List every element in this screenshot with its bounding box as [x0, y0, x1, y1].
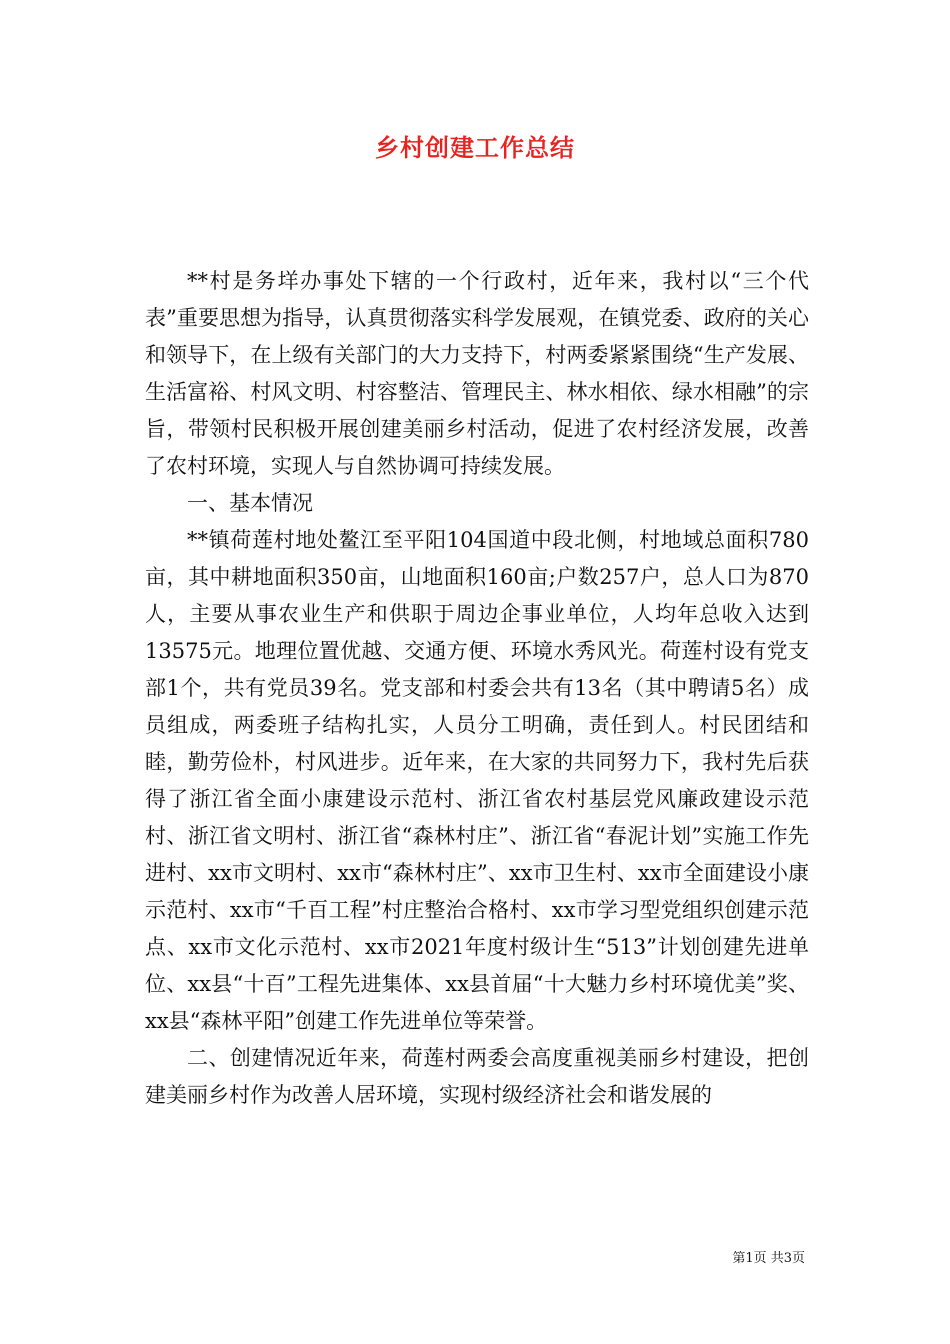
paragraph-intro: **村是务垟办事处下辖的一个行政村，近年来，我村以“三个代表”重要思想为指导，认真贯彻落实科学发展观，在镇党委、政府的关心和领导下，在上级有关部门的大力支持下，村两委紧紧围绕“生产发展、生活富裕、村风文明、村容整洁、管理民主、林水相依、绿水相融”的宗旨，带领村民积极开展创建美丽乡村活动，促进了农村经济发展，改善了农村环境，实现人与自然协调可持续发展。 — [145, 269, 809, 478]
section-heading-basic-info: 一、基本情况 — [187, 491, 313, 515]
page-number: 第1页 共3页 — [732, 1251, 805, 1266]
document-body — [145, 263, 809, 1114]
paragraph-creation-status: 二、创建情况近年来，荷莲村两委会高度重视美丽乡村建设，把创建美丽乡村作为改善人居环境，实现村级经济社会和谐发展的 — [145, 1046, 809, 1107]
document-title: 乡村创建工作总结 — [375, 133, 575, 162]
paragraph-basic-info: **镇荷莲村地处鳌江至平阳104国道中段北侧，村地域总面积780亩，其中耕地面积350亩，山地面积160亩;户数257户，总人口为870人，主要从事农业生产和供职于周边企事业单位，人均年总收入达到13575元。地理位置优越、交通方便、环境水秀风光。荷莲村设有党支部1个，共有党员39名。党支部和村委会共有13名（其中聘请5名）成员组成，两委班子结构扎实，人员分工明确，责任到人。村民团结和睦，勤劳俭朴，村风进步。近年来，在大家的共同努力下，我村先后获得了浙江省全面小康建设示范村、浙江省农村基层党风廉政建设示范村、浙江省文明村、浙江省“森林村庄”、浙江省“春泥计划”实施工作先进村、xx市文明村、xx市“森林村庄”、xx市卫生村、xx市全面建设小康示范村、xx市“千百工程”村庄整治合格村、xx市学习型党组织创建示范点、xx市文化示范村、xx市2021年度村级计生“513”计划创建先进单位、xx县“十百”工程先进集体、xx县首届“十大魅力乡村环境优美”奖、xx县“森林平阳”创建工作先进单位等荣誉。 — [145, 528, 809, 1033]
